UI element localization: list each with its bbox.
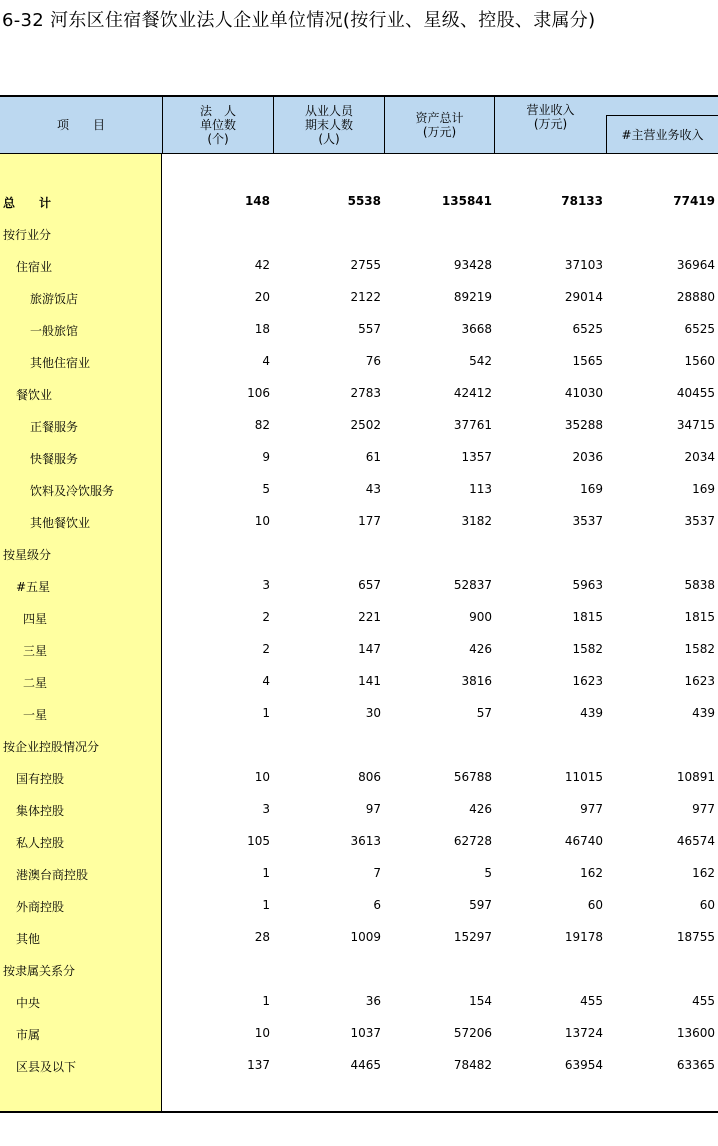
cell-revenue: 78133 (561, 194, 603, 208)
cell-revenue: 11015 (564, 770, 603, 784)
cell-revenue: 29014 (564, 290, 603, 304)
table-row (0, 634, 718, 666)
row-label: #五星 (16, 580, 51, 594)
cell-total-assets: 37761 (453, 418, 492, 432)
cell-revenue: 35288 (564, 418, 603, 432)
row-label: 总 计 (3, 196, 52, 210)
header-employees-line2: 期末人数 (304, 118, 353, 132)
header-main-business-revenue-label: #主营业务收入 (621, 128, 704, 142)
row-label: 四星 (23, 612, 48, 626)
cell-revenue: 1623 (572, 674, 603, 688)
row-label: 餐饮业 (16, 388, 53, 402)
cell-main-business-revenue: 1623 (684, 674, 715, 688)
row-label: 中央 (16, 996, 41, 1010)
header-legal-units-line3: (个) (207, 132, 229, 146)
header-legal-units-line2: 单位数 (199, 118, 236, 132)
cell-employees: 30 (365, 706, 381, 720)
cell-revenue: 1815 (572, 610, 603, 624)
cell-revenue: 5963 (572, 578, 603, 592)
cell-employees: 141 (358, 674, 381, 688)
header-employees-line3: (人) (318, 132, 340, 146)
table-row (0, 186, 718, 218)
cell-revenue: 2036 (572, 450, 603, 464)
page-title: 6-32 河东区住宿餐饮业法人企业单位情况(按行业、星级、控股、隶属分) (2, 10, 596, 31)
cell-legal-units: 2 (262, 610, 270, 624)
row-label: 一星 (23, 708, 48, 722)
cell-total-assets: 52837 (453, 578, 492, 592)
cell-main-business-revenue: 169 (692, 482, 715, 496)
table-row (0, 794, 718, 826)
cell-revenue: 41030 (564, 386, 603, 400)
cell-main-business-revenue: 10891 (676, 770, 715, 784)
cell-revenue: 13724 (564, 1026, 603, 1040)
cell-legal-units: 1 (262, 866, 270, 880)
cell-employees: 177 (358, 514, 381, 528)
cell-employees: 76 (365, 354, 381, 368)
cell-employees: 657 (358, 578, 381, 592)
cell-employees: 6 (373, 898, 381, 912)
table-row (0, 986, 718, 1018)
row-label: 按企业控股情况分 (3, 740, 100, 754)
cell-main-business-revenue: 455 (692, 994, 715, 1008)
row-label: 其他餐饮业 (30, 516, 91, 530)
row-label: 外商控股 (16, 900, 65, 914)
cell-total-assets: 42412 (453, 386, 492, 400)
cell-main-business-revenue: 3537 (684, 514, 715, 528)
table-row (0, 474, 718, 506)
cell-legal-units: 42 (254, 258, 270, 272)
header-total-assets-line2: (万元) (422, 125, 457, 139)
header-item-label: 项 目 (56, 118, 105, 132)
cell-employees: 3613 (350, 834, 381, 848)
table-row (0, 250, 718, 282)
header-legal-units (163, 97, 274, 153)
cell-main-business-revenue: 36964 (676, 258, 715, 272)
row-label: 国有控股 (16, 772, 65, 786)
cell-main-business-revenue: 1582 (684, 642, 715, 656)
cell-legal-units: 1 (262, 898, 270, 912)
cell-employees: 5538 (347, 194, 381, 208)
cell-legal-units: 137 (247, 1058, 270, 1072)
table-row (0, 730, 718, 762)
cell-legal-units: 4 (262, 354, 270, 368)
cell-legal-units: 3 (262, 578, 270, 592)
row-label: 其他 (16, 932, 41, 946)
cell-main-business-revenue: 13600 (676, 1026, 715, 1040)
cell-employees: 7 (373, 866, 381, 880)
cell-main-business-revenue: 977 (692, 802, 715, 816)
table-row (0, 602, 718, 634)
row-label: 市属 (16, 1028, 41, 1042)
cell-main-business-revenue: 439 (692, 706, 715, 720)
table-row (0, 698, 718, 730)
cell-legal-units: 82 (254, 418, 270, 432)
cell-revenue: 46740 (564, 834, 603, 848)
cell-employees: 221 (358, 610, 381, 624)
cell-employees: 1037 (350, 1026, 381, 1040)
cell-total-assets: 3668 (461, 322, 492, 336)
cell-main-business-revenue: 2034 (684, 450, 715, 464)
row-label: 集体控股 (16, 804, 65, 818)
cell-main-business-revenue: 1560 (684, 354, 715, 368)
table-row (0, 570, 718, 602)
cell-total-assets: 15297 (453, 930, 492, 944)
cell-total-assets: 62728 (453, 834, 492, 848)
cell-legal-units: 20 (254, 290, 270, 304)
cell-main-business-revenue: 40455 (676, 386, 715, 400)
header-revenue-line2: (万元) (533, 117, 568, 131)
row-label: 按星级分 (3, 548, 52, 562)
cell-revenue: 37103 (564, 258, 603, 272)
cell-employees: 61 (365, 450, 381, 464)
row-label: 正餐服务 (30, 420, 79, 434)
cell-employees: 36 (365, 994, 381, 1008)
cell-legal-units: 10 (254, 770, 270, 784)
row-label: 二星 (23, 676, 48, 690)
table-row (0, 442, 718, 474)
header-main-business-revenue (606, 115, 718, 153)
cell-legal-units: 106 (247, 386, 270, 400)
cell-legal-units: 10 (254, 1026, 270, 1040)
cell-employees: 806 (358, 770, 381, 784)
cell-revenue: 19178 (564, 930, 603, 944)
cell-main-business-revenue: 77419 (673, 194, 715, 208)
cell-main-business-revenue: 18755 (676, 930, 715, 944)
cell-legal-units: 9 (262, 450, 270, 464)
cell-revenue: 977 (580, 802, 603, 816)
table-row (0, 538, 718, 570)
table-row (0, 378, 718, 410)
cell-main-business-revenue: 5838 (684, 578, 715, 592)
cell-total-assets: 135841 (441, 194, 492, 208)
cell-total-assets: 900 (469, 610, 492, 624)
cell-main-business-revenue: 34715 (676, 418, 715, 432)
cell-main-business-revenue: 1815 (684, 610, 715, 624)
cell-main-business-revenue: 60 (699, 898, 715, 912)
row-label: 其他住宿业 (30, 356, 91, 370)
table-row (0, 954, 718, 986)
cell-revenue: 63954 (564, 1058, 603, 1072)
row-label: 一般旅馆 (30, 324, 79, 338)
header-total-assets (385, 97, 495, 153)
header-employees (274, 97, 385, 153)
cell-employees: 4465 (350, 1058, 381, 1072)
cell-total-assets: 542 (469, 354, 492, 368)
cell-main-business-revenue: 162 (692, 866, 715, 880)
table-row (0, 506, 718, 538)
table-row (0, 1050, 718, 1082)
table-row (0, 346, 718, 378)
table-header (0, 97, 718, 154)
cell-revenue: 439 (580, 706, 603, 720)
row-label: 饮料及冷饮服务 (30, 484, 115, 498)
cell-revenue: 6525 (572, 322, 603, 336)
cell-employees: 2502 (350, 418, 381, 432)
table-row (0, 858, 718, 890)
table-body (0, 186, 718, 1082)
cell-employees: 2755 (350, 258, 381, 272)
header-total-assets-line1: 资产总计 (415, 111, 464, 125)
table-row (0, 410, 718, 442)
cell-total-assets: 3816 (461, 674, 492, 688)
table-row (0, 922, 718, 954)
cell-total-assets: 78482 (453, 1058, 492, 1072)
cell-total-assets: 113 (469, 482, 492, 496)
header-revenue-line1: 营业收入 (526, 103, 575, 117)
table-row (0, 826, 718, 858)
cell-legal-units: 5 (262, 482, 270, 496)
cell-legal-units: 3 (262, 802, 270, 816)
table-row (0, 666, 718, 698)
cell-employees: 147 (358, 642, 381, 656)
cell-legal-units: 105 (247, 834, 270, 848)
row-label: 快餐服务 (30, 452, 79, 466)
cell-legal-units: 148 (244, 194, 270, 208)
cell-total-assets: 56788 (453, 770, 492, 784)
cell-employees: 557 (358, 322, 381, 336)
row-label: 按行业分 (3, 228, 52, 242)
header-employees-line1: 从业人员 (304, 104, 353, 118)
cell-main-business-revenue: 46574 (676, 834, 715, 848)
cell-total-assets: 89219 (453, 290, 492, 304)
header-legal-units-line1: 法 人 (199, 104, 236, 118)
header-revenue-label (495, 103, 606, 131)
cell-employees: 43 (365, 482, 381, 496)
table-row (0, 282, 718, 314)
cell-main-business-revenue: 6525 (684, 322, 715, 336)
cell-legal-units: 28 (254, 930, 270, 944)
table-row (0, 1018, 718, 1050)
cell-main-business-revenue: 28880 (676, 290, 715, 304)
cell-total-assets: 3182 (461, 514, 492, 528)
cell-employees: 97 (365, 802, 381, 816)
cell-total-assets: 426 (469, 802, 492, 816)
row-label: 私人控股 (16, 836, 65, 850)
row-label: 按隶属关系分 (3, 964, 76, 978)
cell-legal-units: 18 (254, 322, 270, 336)
table-bottom-rule (0, 1111, 718, 1113)
row-label: 住宿业 (16, 260, 53, 274)
table-row (0, 218, 718, 250)
table-row (0, 314, 718, 346)
cell-employees: 2122 (350, 290, 381, 304)
cell-total-assets: 57 (476, 706, 492, 720)
row-label: 三星 (23, 644, 48, 658)
row-label: 港澳台商控股 (16, 868, 89, 882)
cell-revenue: 1582 (572, 642, 603, 656)
cell-total-assets: 57206 (453, 1026, 492, 1040)
cell-revenue: 60 (587, 898, 603, 912)
cell-revenue: 169 (580, 482, 603, 496)
cell-revenue: 455 (580, 994, 603, 1008)
cell-total-assets: 426 (469, 642, 492, 656)
cell-total-assets: 93428 (453, 258, 492, 272)
row-label: 区县及以下 (16, 1060, 77, 1074)
table-row (0, 762, 718, 794)
cell-legal-units: 1 (262, 994, 270, 1008)
cell-total-assets: 154 (469, 994, 492, 1008)
cell-total-assets: 1357 (461, 450, 492, 464)
cell-legal-units: 2 (262, 642, 270, 656)
cell-revenue: 1565 (572, 354, 603, 368)
cell-total-assets: 597 (469, 898, 492, 912)
cell-revenue: 162 (580, 866, 603, 880)
cell-main-business-revenue: 63365 (676, 1058, 715, 1072)
cell-legal-units: 10 (254, 514, 270, 528)
cell-legal-units: 1 (262, 706, 270, 720)
cell-revenue: 3537 (572, 514, 603, 528)
header-item (0, 97, 163, 153)
table-row (0, 890, 718, 922)
cell-employees: 2783 (350, 386, 381, 400)
cell-legal-units: 4 (262, 674, 270, 688)
cell-employees: 1009 (350, 930, 381, 944)
cell-total-assets: 5 (484, 866, 492, 880)
row-label: 旅游饭店 (30, 292, 79, 306)
